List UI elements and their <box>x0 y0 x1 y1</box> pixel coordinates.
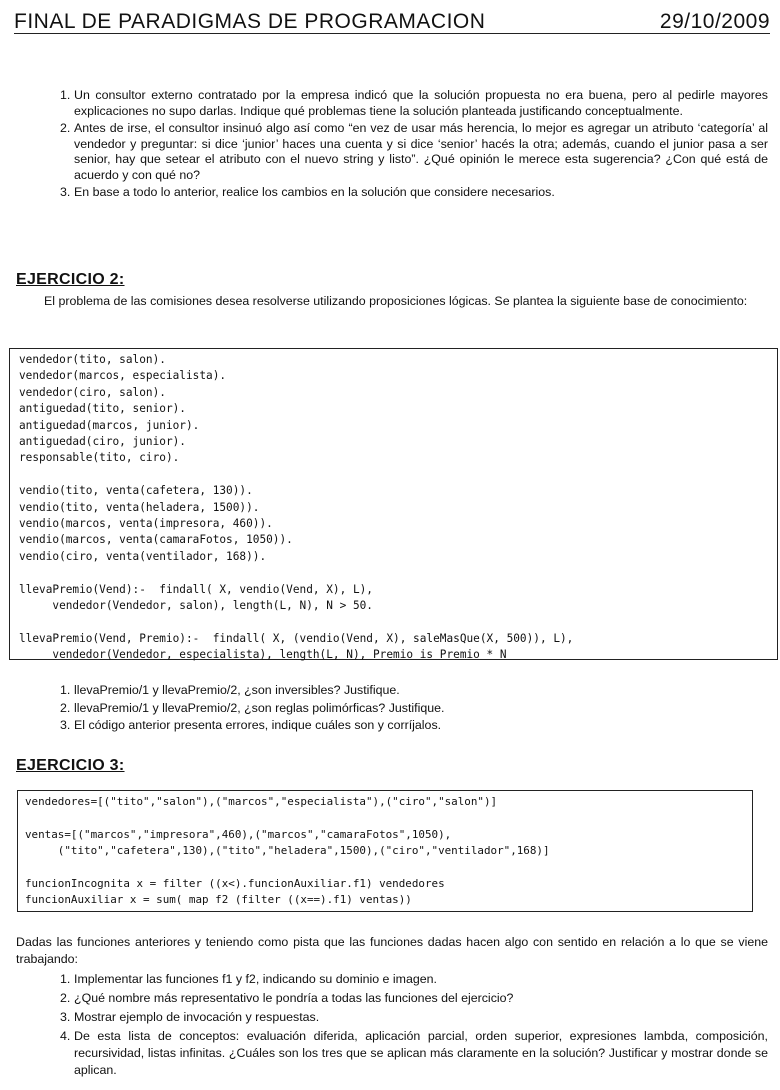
question-item: 4. De esta lista de conceptos: evaluación diferida, aplicación parcial, orden superior, expresiones lambda, composición, recursividad, listas infinitas. ¿Cuáles son los tres que se aplican más claramente en la solución? Justificar y mostrar donde se aplican. <box>60 1029 768 1077</box>
ejercicio2-intro: El problema de las comisiones desea resolverse utilizando proposiciones lógicas. Se plantea la siguiente base de conocimiento: <box>44 294 748 308</box>
ejercicio3-questions <box>16 971 768 1079</box>
exam-title: FINAL DE PARADIGMAS DE PROGRAMACION <box>14 10 486 33</box>
question-item: 3. En base a todo lo anterior, realice los cambios en la solución que considere necesarios. <box>60 185 555 199</box>
question-item: 1. Implementar las funciones f1 y f2, indicando su dominio e imagen. <box>60 972 437 986</box>
ejercicio2-questions <box>16 683 768 734</box>
ejercicio2-title: EJERCICIO 2: <box>16 271 125 288</box>
question-item: 3. Mostrar ejemplo de invocación y respuestas. <box>60 1010 320 1024</box>
exam-date: 29/10/2009 <box>659 10 770 33</box>
question-item: 1. llevaPremio/1 y llevaPremio/2, ¿son inversibles? Justifique. <box>60 683 400 697</box>
prolog-code-box <box>9 348 778 660</box>
ejercicio3-title: EJERCICIO 3: <box>16 757 125 774</box>
haskell-code: vendedores=[("tito","salon"),("marcos","especialista"),("ciro","salon")] ventas=[("marcos","impresora",460),("marcos","camaraFotos",1050), ("tito","cafetera",130),("tito","heladera",1500),("ciro","ventilador",168)] funcionIncognita x = filter ((x<).funcionAuxiliar.f1) vendedores funcionAuxiliar x = sum( map f2 (filter ((x==).f1) ventas)) <box>25 795 550 907</box>
intro-questions <box>16 88 768 201</box>
header-divider <box>14 33 770 34</box>
page-header <box>14 8 770 34</box>
ejercicio3-intro: Dadas las funciones anteriores y teniendo como pista que las funciones dadas hacen algo con sentido en relación a lo que se viene trabajando: <box>16 935 768 966</box>
prolog-code: vendedor(tito, salon). vendedor(marcos, especialista). vendedor(ciro, salon). antiguedad(tito, senior). antiguedad(marcos, junior). antiguedad(ciro, junior). responsable(tito, ciro). vendio(tito, venta(cafetera, 130)). vendio(tito, venta(heladera, 1500)). vendio(marcos, venta(impresora, 460)). vendio(marcos, venta(camaraFotos, 1050)). vendio(ciro, venta(ventilador, 168)). llevaPremio(Vend):- findall( X, vendio(Vend, X), L), vendedor(Vendedor, salon), length(L, N), N > 50. llevaPremio(Vend, Premio):- findall( X, (vendio(Vend, X), saleMasQue(X, 500)), L), vendedor(Vendedor, especialista), length(L, N), Premio is Premio * N <box>19 353 574 662</box>
question-item: 1. Un consultor externo contratado por la empresa indicó que la solución propuesta no era buena, pero al pedirle mayores explicaciones no supo darlas. Indique qué problemas tiene la solución planteada justificando conceptualmente. <box>60 88 768 118</box>
question-item: 2. llevaPremio/1 y llevaPremio/2, ¿son reglas polimórficas? Justifique. <box>60 700 445 715</box>
haskell-code-box <box>17 790 753 912</box>
question-item: 3. El código anterior presenta errores, indique cuáles son y corríjalos. <box>60 718 442 732</box>
question-item: 2. ¿Qué nombre más representativo le pondría a todas las funciones del ejercicio? <box>60 991 514 1005</box>
question-item: 2. Antes de irse, el consultor insinuó algo así como “en vez de usar más herencia, lo mejor es agregar un atributo ‘categoría’ al vendedor y preguntar: si dice ‘junior’ haces una cuenta y si dice ‘senior’ hacés la otra; además, cuando el junior pasa a ser senior, hay que setear el atributo con el nuevo string y listo”. ¿Qué opinión le merece esta sugerencia? ¿Con qué está de acuerdo y con qué no? <box>60 121 768 182</box>
